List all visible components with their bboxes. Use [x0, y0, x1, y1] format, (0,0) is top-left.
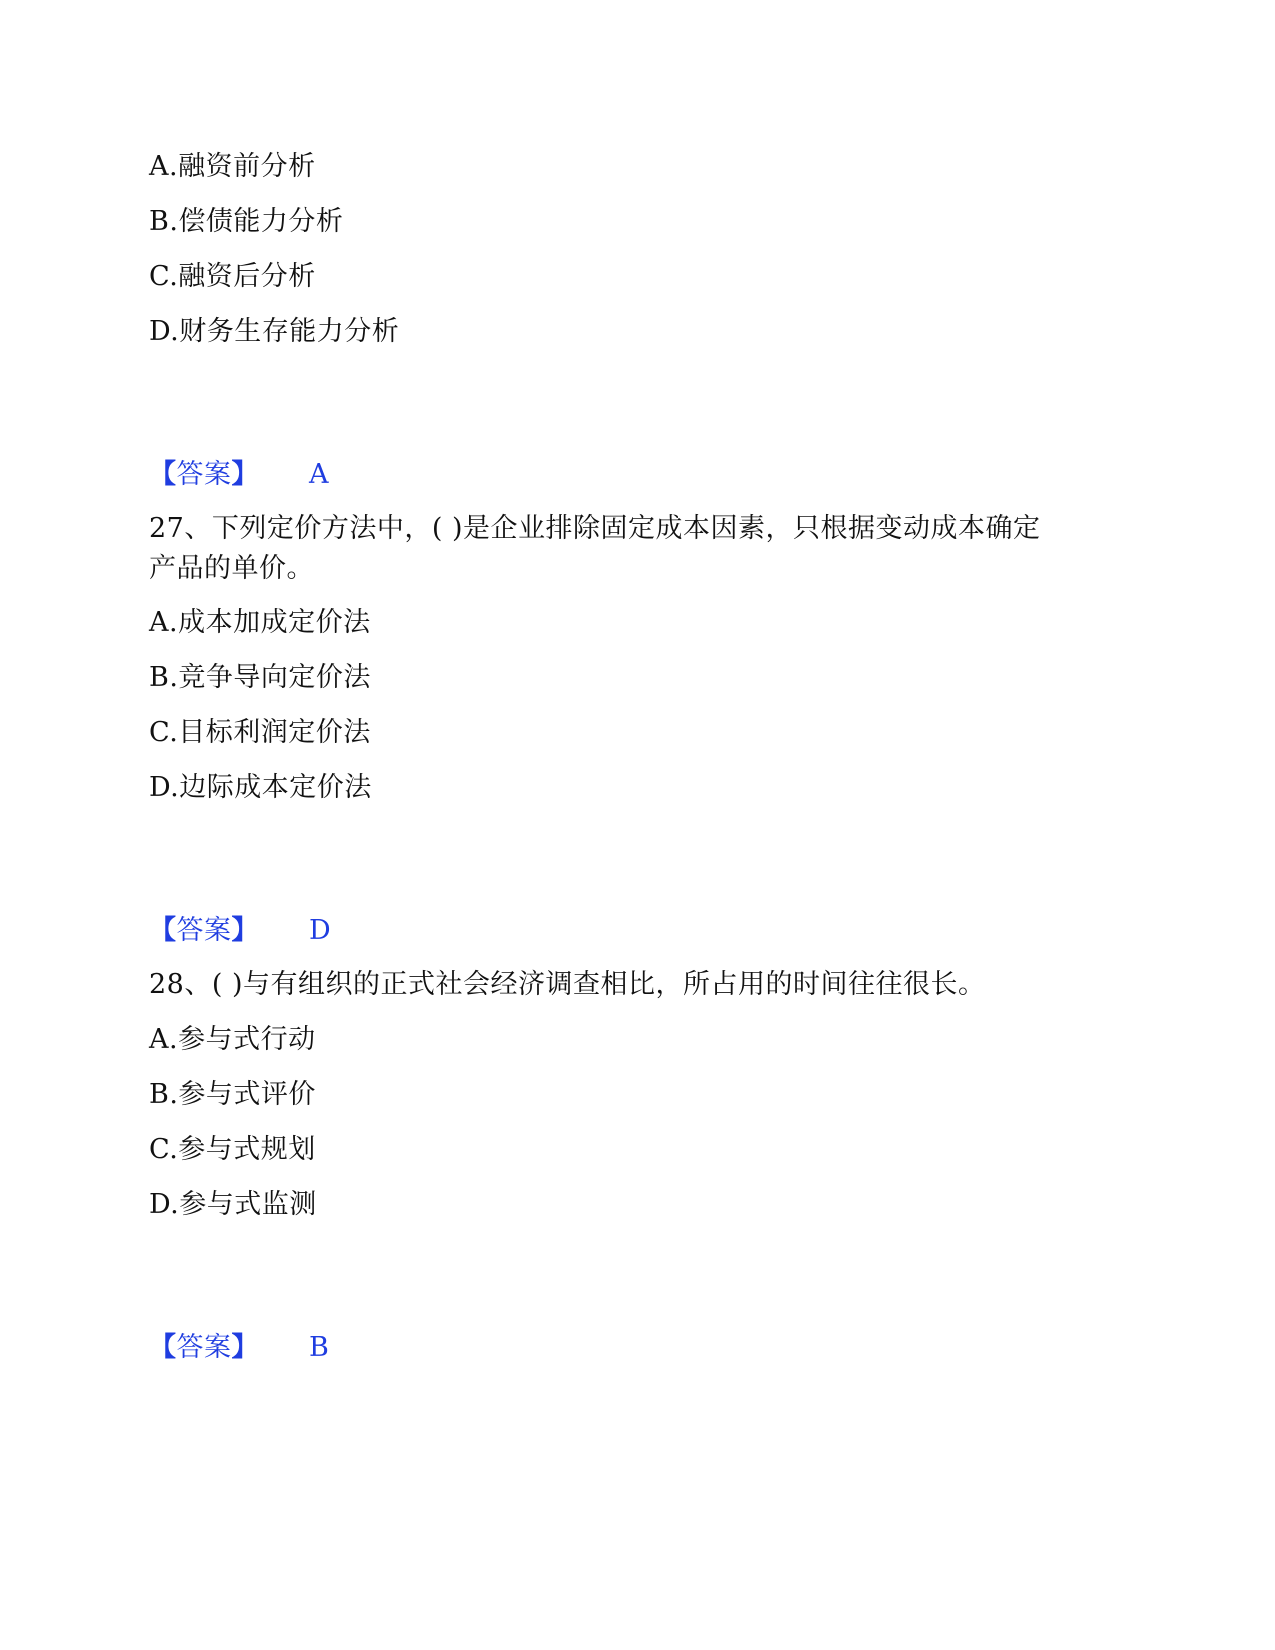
option-b: B.参与式评价 — [149, 1079, 316, 1110]
option-d: D.财务生存能力分析 — [149, 316, 400, 347]
answer-line — [149, 458, 329, 492]
answer-label: 答案 — [176, 1332, 232, 1363]
answer-value: A — [309, 459, 329, 490]
answer-label: 答案 — [176, 459, 232, 490]
option-c: C.参与式规划 — [149, 1134, 316, 1165]
answer-bracket-open: 【 — [149, 459, 177, 490]
option-c: C.目标利润定价法 — [149, 717, 371, 748]
question-28: 28、( )与有组织的正式社会经济调查相比，所占用的时间往往很长。 — [149, 969, 986, 1000]
option-a: A.参与式行动 — [149, 1024, 316, 1055]
question-27-line-2: 产品的单价。 — [149, 553, 314, 584]
answer-bracket-close: 】 — [231, 459, 259, 490]
answer-bracket-close: 】 — [231, 1332, 259, 1363]
answer-line — [149, 914, 332, 948]
answer-bracket-open: 【 — [149, 1332, 177, 1363]
option-b: B.竞争导向定价法 — [149, 662, 371, 693]
option-c: C.融资后分析 — [149, 261, 316, 292]
answer-bracket-close: 】 — [231, 915, 259, 946]
option-d: D.边际成本定价法 — [149, 772, 372, 803]
option-a: A.融资前分析 — [149, 151, 316, 182]
answer-value: D — [309, 915, 332, 946]
answer-label: 答案 — [176, 915, 232, 946]
answer-bracket-open: 【 — [149, 915, 177, 946]
option-b: B.偿债能力分析 — [149, 206, 344, 237]
option-d: D.参与式监测 — [149, 1189, 317, 1220]
question-27-line-1: 27、下列定价方法中，( )是企业排除固定成本因素，只根据变动成本确定 — [149, 513, 1041, 544]
answer-value: B — [309, 1332, 330, 1363]
answer-line — [149, 1331, 330, 1365]
option-a: A.成本加成定价法 — [149, 607, 371, 638]
